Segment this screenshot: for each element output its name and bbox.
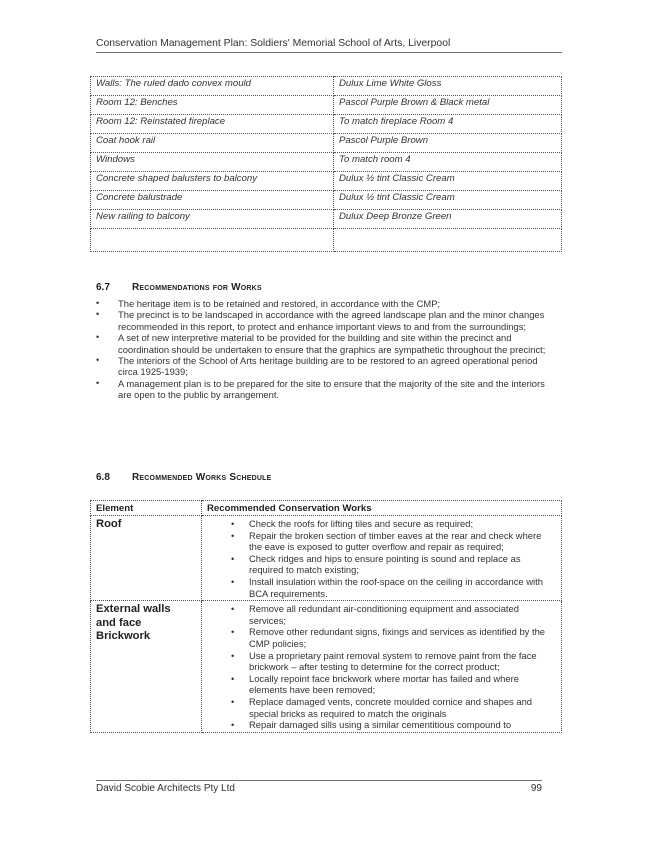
list-item: • The precinct is to be landscaped in accordance with the agreed landscape plan and the minor changes recommended in this report, to protect and enhance important views to and from the surroundings;: [96, 309, 552, 332]
section-number: 6.7: [96, 282, 110, 293]
list-item: • Remove all redundant air-conditioning equipment and associated services;: [207, 603, 556, 626]
section-title: Recommended Works Schedule: [132, 472, 272, 483]
list-item: • A management plan is to be prepared for the site to ensure that the majority of the site and the interiors are open to the public by arrangement.: [96, 378, 552, 401]
table-row: [91, 191, 562, 210]
footer-company: David Scobie Architects Pty Ltd: [96, 783, 235, 794]
table-row: [91, 115, 562, 134]
finish-spec-cell: To match fireplace Room 4: [334, 115, 562, 134]
list-item: • Use a proprietary paint removal system to remove paint from the face brickwork – after testing to determine for the correct product;: [207, 650, 556, 673]
list-item: • Check the roofs for lifting tiles and secure as required;: [207, 518, 556, 530]
table-row: [91, 172, 562, 191]
list-item: • Locally repoint face brickwork where mortar has failed and where elements have been removed;: [207, 673, 556, 696]
list-item: • The heritage item is to be retained and restored, in accordance with the CMP;: [96, 298, 552, 309]
section-6-7-heading: [96, 282, 262, 293]
list-item: • The interiors of the School of Arts heritage building are to be restored to an agreed operational period circa 1925-1939;: [96, 355, 552, 378]
table-row: [91, 229, 562, 252]
document-title: Conservation Management Plan: Soldiers' Memorial School of Arts, Liverpool: [96, 38, 451, 49]
paint-finishes-table: [90, 76, 562, 252]
finish-item-cell: Room 12: Benches: [91, 96, 334, 115]
element-cell: [91, 516, 202, 601]
finish-item-cell: Concrete shaped balusters to balcony: [91, 172, 334, 191]
finish-item-cell: Concrete balustrade: [91, 191, 334, 210]
finish-spec-cell: Dulux ½ tint Classic Cream: [334, 191, 562, 210]
list-item: • Check ridges and hips to ensure pointing is sound and replace as required to match existing;: [207, 553, 556, 576]
element-cell: [91, 601, 202, 733]
page-header: [96, 38, 562, 53]
table-row: [91, 96, 562, 115]
list-item: • Remove other redundant signs, fixings and services as identified by the CMP policies;: [207, 626, 556, 649]
list-item: • Repair the broken section of timber eaves at the rear and check where the eave is exposed to gutter overflow and repair as required;: [207, 530, 556, 553]
page-number: 99: [530, 783, 542, 794]
works-cell: [202, 601, 562, 733]
page-footer: [96, 780, 542, 794]
table-row: [91, 516, 562, 601]
recommendations-list: [96, 298, 552, 401]
finish-spec-cell: Dulux Deep Bronze Green: [334, 210, 562, 229]
element-label: External walls: [96, 603, 171, 616]
finish-spec-cell: Pascol Purple Brown: [334, 134, 562, 153]
list-item: • Install insulation within the roof-space on the ceiling in accordance with BCA requirements.: [207, 576, 556, 599]
list-item: • Repair damaged sills using a similar cementitious compound to: [207, 719, 556, 731]
element-label: and face: [96, 616, 142, 629]
works-list: [207, 518, 556, 599]
finish-item-cell: Room 12: Reinstated fireplace: [91, 115, 334, 134]
element-label: Roof: [96, 518, 122, 530]
finish-item-cell: Walls: The ruled dado convex mould: [91, 77, 334, 96]
section-6-8-heading: [96, 472, 271, 483]
table-row: [91, 134, 562, 153]
element-label: Brickwork: [96, 630, 151, 643]
table-row: [91, 77, 562, 96]
list-item: • Replace damaged vents, concrete moulded cornice and shapes and special bricks as required to match the originals: [207, 696, 556, 719]
table-header-row: [91, 501, 562, 516]
works-cell: [202, 516, 562, 601]
finish-item-cell: Windows: [91, 153, 334, 172]
finish-spec-cell: Dulux Lime White Gloss: [334, 77, 562, 96]
table-row: [91, 601, 562, 733]
finish-spec-cell: [334, 229, 562, 252]
column-header-element: Element: [91, 501, 202, 516]
section-number: 6.8: [96, 472, 110, 483]
finish-item-cell: Coat hook rail: [91, 134, 334, 153]
works-list: [207, 603, 556, 731]
table-row: [91, 210, 562, 229]
finish-spec-cell: To match room 4: [334, 153, 562, 172]
finish-item-cell: [91, 229, 334, 252]
list-item: • A set of new interpretive material to be provided for the building and site within the precinct and coordination should be undertaken to ensure that the graphics are sympathetic throughout the precinct;: [96, 332, 552, 355]
finish-item-cell: New railing to balcony: [91, 210, 334, 229]
finish-spec-cell: Dulux ½ tint Classic Cream: [334, 172, 562, 191]
section-title: Recommendations for Works: [132, 282, 262, 293]
column-header-works: Recommended Conservation Works: [202, 501, 562, 516]
finish-spec-cell: Pascol Purple Brown & Black metal: [334, 96, 562, 115]
works-schedule-table: [90, 500, 562, 733]
table-row: [91, 153, 562, 172]
